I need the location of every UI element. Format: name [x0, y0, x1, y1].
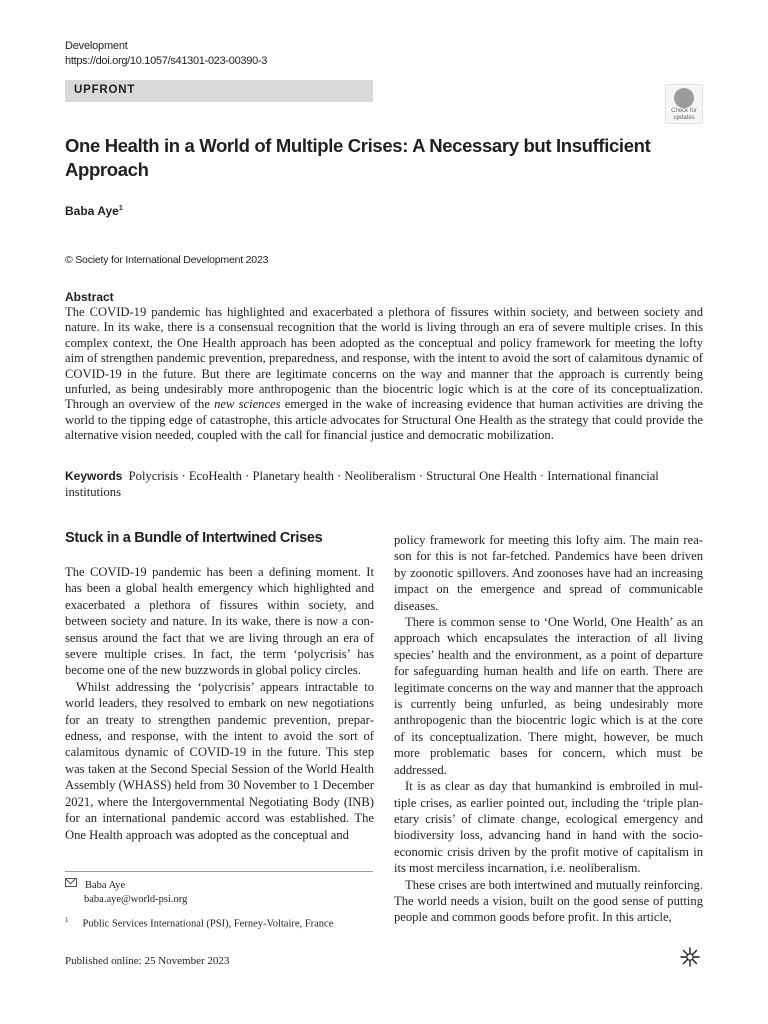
keywords-label: Keywords [65, 469, 123, 483]
author-line [65, 204, 123, 218]
body-column-right [394, 532, 703, 926]
author-email[interactable]: baba.aye@world-psi.org [84, 894, 188, 905]
corresponding-author [65, 878, 187, 907]
affiliation-number: 1 [65, 916, 69, 924]
paragraph: The COVID-19 pandemic has been a defining moment. It has been a global health emergency which highlighted and exacerbated a plethora of fissures within society, and between society and nature. In its wake, there is now a consensus around the fact that we are living through an era of severe multiple crises. In fact, the term ‘polycrisis’ has become one of the new buzzwords in global policy circles. [65, 565, 374, 678]
abstract-heading: Abstract [65, 290, 114, 304]
check-circle-icon [674, 88, 694, 108]
paragraph: policy framework for meeting this lofty aim. The main reason for this is not far-fetched. Pandemics have been driven by zoonotic spillovers. And zoonoses have had an increasing impact on the emergence and spread of communicable diseases. [394, 533, 703, 613]
paragraph: These crises are both intertwined and mutually reinforcing. The world needs a vision, built on the good sense of putting people and common goods before profit. In this article, [394, 877, 703, 925]
paragraph: There is common sense to ‘One World, One Health’ as an approach which encapsulates the interaction of all living species’ health and the environment, as a point of departure for safeguarding human health and life on earth. There are legitimate concerns on the way and manner that the approach is currently being unfurled, as being undesirably more anthropogenic than the biocentric logic which is at the core of its conceptualization. There might, however, be much more problematic bases for concern, which must be addressed. [394, 615, 703, 777]
article-title: One Health in a World of Multiple Crises: A Necessary but Insufficient Approach [65, 135, 651, 180]
affiliation-text: Public Services International (PSI), Ferney-Voltaire, France [82, 918, 334, 930]
section-label: UPFRONT [74, 84, 136, 96]
section-bar [65, 80, 373, 102]
body-column-left [65, 564, 374, 843]
copyright: © Society for International Development 2023 [65, 254, 269, 266]
keywords [65, 468, 685, 500]
published-date: Published online: 25 November 2023 [65, 955, 230, 967]
abstract-text-part1: The COVID-19 pandemic has highlighted and exacerbated a plethora of fissures within society, and between society and nature. In its wake, there is a consensual recognition that the world is living through an era of severe multiple crises. In this complex context, the One Health approach has been adopted as the conceptual and policy framework for meeting the lofty aim of strengthen pandemic prevention, preparedness, and response, with the intent to avoid the sort of calamitous dynamic of COVID-19 in the future. But there are legitimate concerns on the way and manner that the approach is currently being unfurled, as being undesirably more anthropogenic than the biocentric logic which is at the core of its conceptualization. Through an overview of the [65, 305, 703, 412]
abstract-italic: new sciences [214, 397, 281, 412]
mail-icon [65, 878, 77, 887]
check-badge-text: Check for updates [671, 108, 697, 121]
footnote-author-name: Baba Aye [85, 880, 126, 891]
affiliation-footnote [65, 916, 333, 930]
author-affiliation-marker: 1 [118, 205, 123, 212]
doi-link[interactable]: https://doi.org/10.1057/s41301-023-00390-3 [65, 55, 268, 67]
footnote-divider [65, 871, 373, 872]
abstract-text [65, 305, 703, 444]
springer-logo-icon [680, 947, 700, 967]
paragraph: It is as clear as day that humankind is embroiled in multiple crises, as earlier pointed out, including the ‘triple planetary crisis’ of climate change, ecological emergency and biodiversity loss, advancing hand in hand with the socio-economic crisis driven by the profit motive of capitalism in its most merciless incarnation, i.e. neoliberalism. [394, 779, 703, 876]
section-heading: Stuck in a Bundle of Intertwined Crises [65, 530, 323, 546]
keywords-list: Polycrisis · EcoHealth · Planetary health · Neoliberalism · Structural One Health · International financial institutions [65, 469, 659, 499]
abstract-text-part2: emerged in the wake of increasing evidence that human activities are driving the world to the tipping edge of catastrophe, this article advocates for Structural One Health as the strategy that could provide the alternative vision needed, coupled with the call for financial justice and democratic mobilization. [65, 397, 703, 443]
journal-name: Development [65, 40, 128, 52]
check-for-updates-icon[interactable] [665, 84, 703, 124]
paragraph: Whilst addressing the ‘polycrisis’ appears intractable to world leaders, they resolved to embark on new negotiations for an treaty to strengthen pandemic prevention, preparedness, and response, with the intent to avoid the sort of calamitous dynamic of COVID-19 in the future. This step was taken at the Second Special Session of the World Health Assembly (WHASS) held from 30 November to 1 December 2021, where the Intergovernmental Negotiating Body (INB) for an international pandemic accord was established. The One Health approach was adopted as the conceptual and [65, 679, 374, 842]
author-name[interactable]: Baba Aye [65, 204, 119, 218]
